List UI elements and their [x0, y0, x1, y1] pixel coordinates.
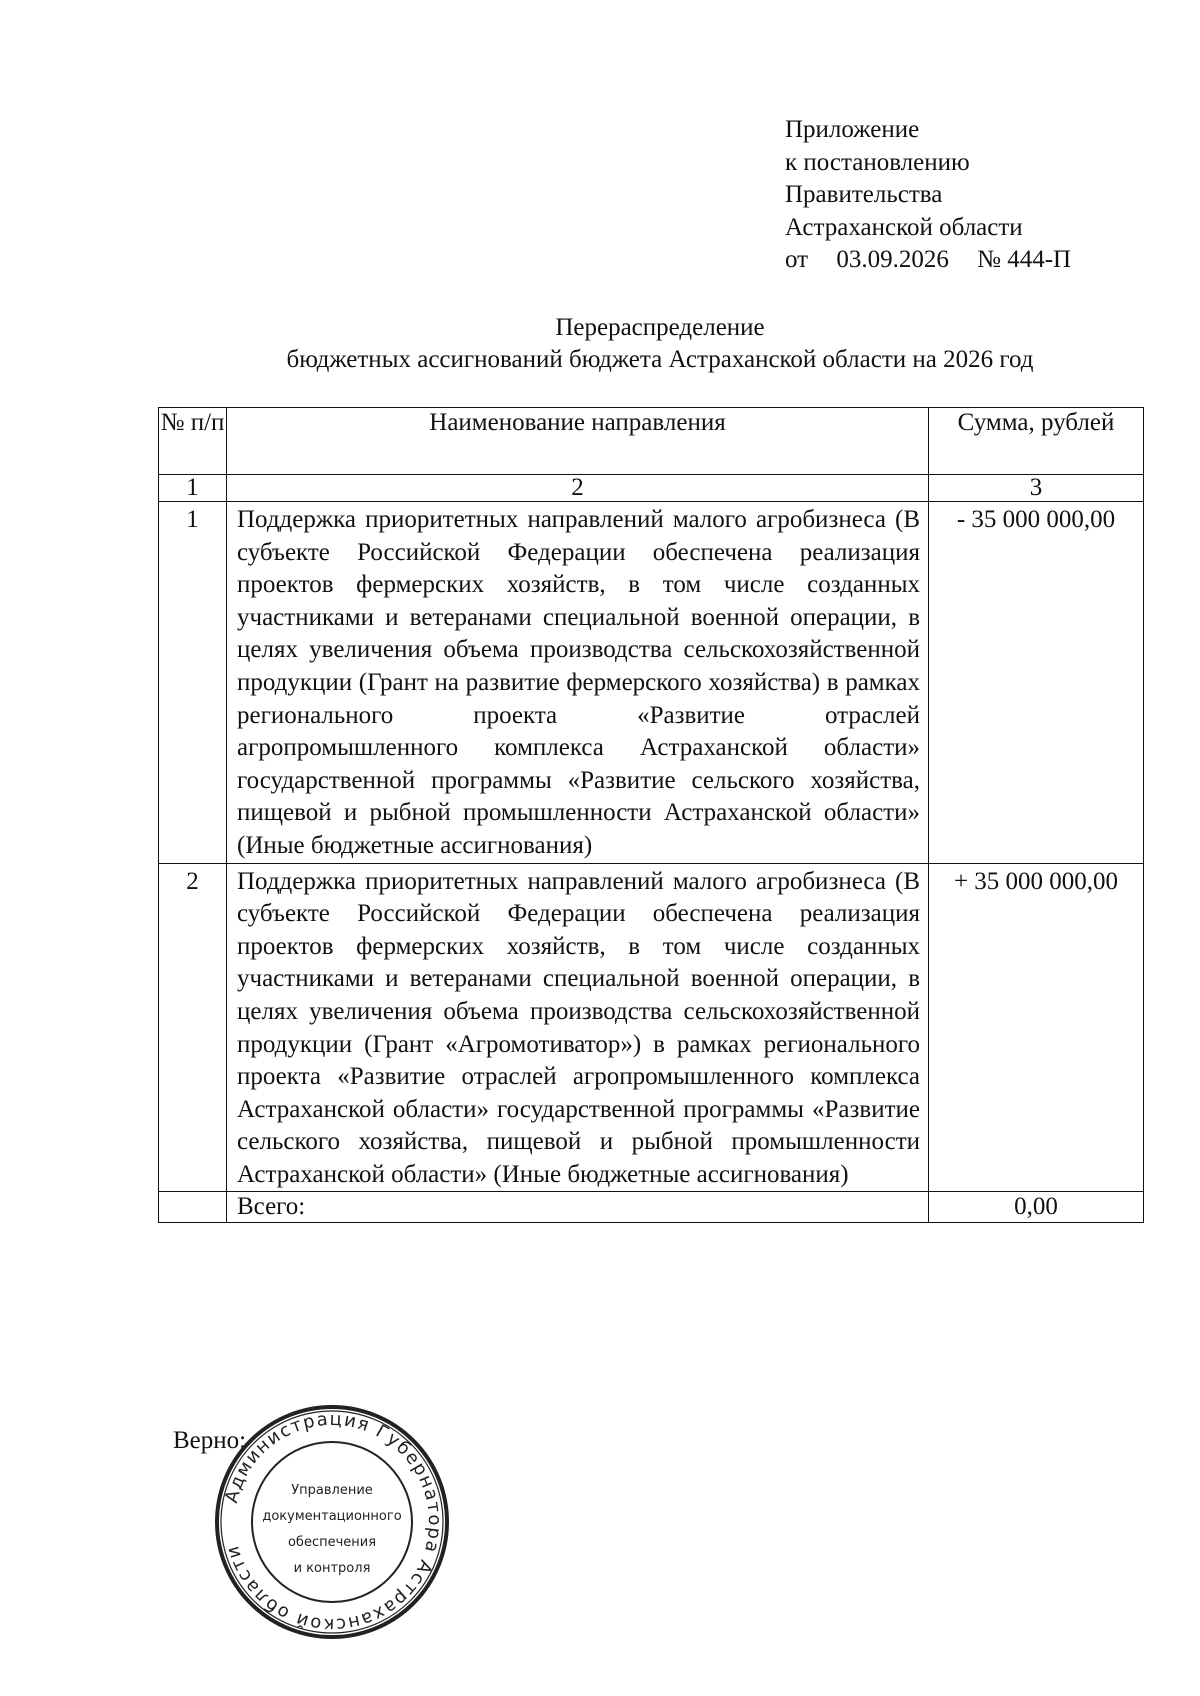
total-empty-cell: [159, 1192, 227, 1223]
stamp-inner-line: Управление: [291, 1483, 373, 1498]
column-number: 3: [929, 475, 1144, 502]
total-sum: 0,00: [929, 1192, 1144, 1223]
total-row: [159, 1192, 1144, 1223]
document-number: 444-П: [1007, 246, 1072, 273]
title-line: бюджетных ассигнований бюджета Астраханской области на 2026 год: [286, 346, 1034, 373]
stamp-inner-line: и контроля: [293, 1561, 371, 1576]
table-row: [159, 502, 1144, 864]
table-header-row: [159, 408, 1144, 475]
row-num: 1: [159, 502, 227, 864]
annex-block: [785, 114, 1071, 277]
document-date: 03.09.2026: [836, 246, 949, 273]
table-row: [159, 863, 1144, 1192]
row-sum: - 35 000 000,00: [929, 502, 1144, 864]
title-line: Перераспределение: [555, 314, 765, 341]
row-sum: + 35 000 000,00: [929, 863, 1144, 1192]
document-title: [150, 312, 1170, 376]
row-name: Поддержка приоритетных направлений малого агробизнеса (В субъекте Российской Федерации обеспечена реализация проектов фермерских хозяйств, в том числе созданных участниками и ветеранами специальной военной операции, в целях увеличения объема производства сельскохозяйственной продукции (Грант на развитие фермерского хозяйства) в рамках регионального проекта «Развитие отраслей агропромышленного комплекса Астраханской области» государственной программы «Развитие сельского хозяйства, пищевой и рыбной промышленности Астраханской области» (Иные бюджетные ассигнования): [227, 502, 929, 864]
total-label: Всего:: [227, 1192, 929, 1223]
stamp-outer-text: Администрация Губернатора Астраханской области: [220, 1408, 446, 1636]
stamp-inner-line: обеспечения: [287, 1535, 377, 1550]
date-prefix: от: [785, 246, 809, 273]
annex-line: к постановлению: [785, 148, 970, 176]
row-name: Поддержка приоритетных направлений малого агробизнеса (В субъекте Российской Федерации обеспечена реализация проектов фермерских хозяйств, в том числе созданных участниками и ветеранами специальной военной операции, в целях увеличения объема производства сельскохозяйственной продукции (Грант «Агромотиватор») в рамках регионального проекта «Развитие отраслей агропромышленного комплекса Астраханской области» государственной программы «Развитие сельского хозяйства, пищевой и рыбной промышленности Астраханской области» (Иные бюджетные ассигнования): [227, 863, 929, 1192]
official-stamp: [212, 1402, 452, 1642]
header-num: № п/п: [159, 408, 227, 475]
verno-label: Верно:: [173, 1427, 247, 1454]
column-number-row: [159, 475, 1144, 502]
column-number: 1: [159, 475, 227, 502]
column-number: 2: [227, 475, 929, 502]
stamp-inner-line: документационного: [262, 1509, 402, 1524]
annex-line: Приложение: [785, 116, 920, 143]
header-sum: Сумма, рублей: [929, 408, 1144, 475]
number-sign: №: [977, 246, 1001, 273]
row-num: 2: [159, 863, 227, 1192]
header-name: Наименование направления: [227, 408, 929, 475]
annex-date-line: [785, 244, 1071, 277]
annex-line: Астраханской области: [785, 213, 1023, 241]
budget-table: [158, 407, 1144, 1223]
annex-line: Правительства: [785, 181, 943, 208]
